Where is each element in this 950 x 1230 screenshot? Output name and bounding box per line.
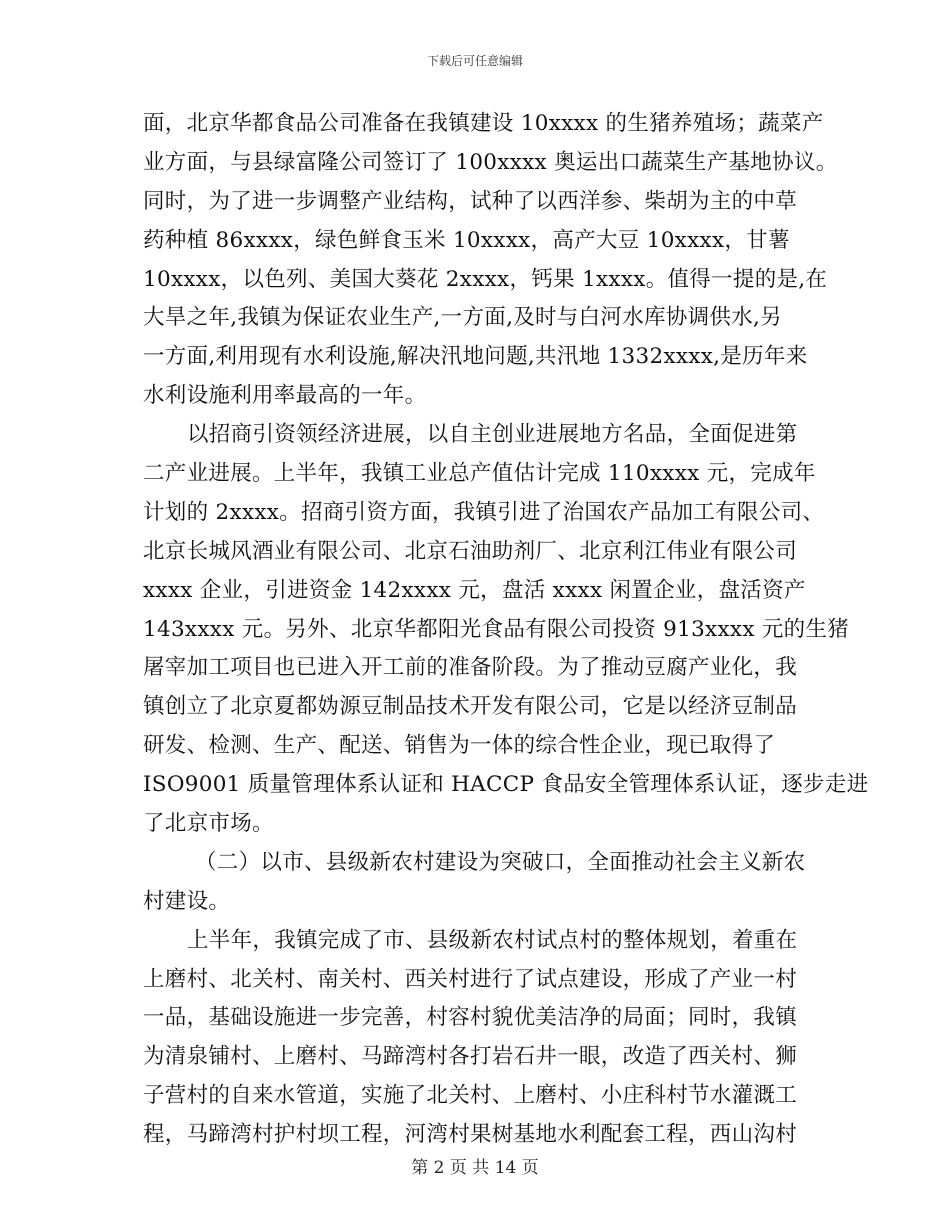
text-line: 一品，基础设施进一步完善，村容村貌优美洁净的局面；同时，我镇 — [143, 1005, 798, 1031]
text-line: 一方面,利用现有水利设施,解决汛地问题,共汛地 1332xxxx,是历年来 — [143, 344, 808, 370]
text-line: 水利设施利用率最高的一年。 — [143, 383, 427, 409]
text-line: 二产业进展。上半年，我镇工业总产值估计完成 110xxxx 元，完成年 — [143, 461, 816, 487]
text-line: 为清泉铺村、上磨村、马蹄湾村各打岩石井一眼，改造了西关村、狮 — [143, 1044, 798, 1070]
text-line: 业方面，与县绿富隆公司签订了 100xxxx 奥运出口蔬菜生产基地协议。 — [143, 149, 838, 175]
text-line: 同时，为了进一步调整产业结构，试种了以西洋参、柴胡为主的中草 — [143, 188, 798, 214]
text-line: 研发、检测、生产、配送、销售为一体的综合性企业，现已取得了 — [143, 733, 776, 759]
text-line: 143xxxx 元。另外、北京华都阳光食品有限公司投资 913xxxx 元的生猪 — [143, 616, 850, 642]
text-line: 屠宰加工项目也已进入开工前的准备阶段。为了推动豆腐产业化，我 — [143, 655, 798, 681]
document-body — [143, 105, 869, 1155]
paragraph-first-line: 上半年，我镇完成了市、县级新农村试点村的整体规划，着重在 — [187, 927, 798, 953]
text-line: 面，北京华都食品公司准备在我镇建设 10xxxx 的生猪养殖场；蔬菜产 — [143, 111, 824, 136]
text-line: 10xxxx，以色列、美国大葵花 2xxxx，钙果 1xxxx。值得一提的是,在 — [143, 266, 828, 292]
text-line: 程，马蹄湾村护村坝工程，河湾村果树基地水利配套工程，西山沟村 — [143, 1122, 798, 1148]
text-line: 子营村的自来水管道，实施了北关村、上磨村、小庄科村节水灌溉工 — [143, 1083, 798, 1109]
text-line: 镇创立了北京夏都妫源豆制品技术开发有限公司，它是以经济豆制品 — [143, 694, 798, 720]
page-header: 下载后可任意编辑 — [426, 54, 523, 68]
text-line: 药种植 86xxxx，绿色鲜食玉米 10xxxx，高产大豆 10xxxx，甘薯 — [143, 227, 790, 253]
text-line: 了北京市场。 — [143, 811, 274, 837]
text-line: ISO9001 质量管理体系认证和 HACCP 食品安全管理体系认证，逐步走进 — [143, 772, 869, 798]
section-heading-continuation: 村建设。 — [143, 888, 231, 914]
page-number-footer: 第 2 页 共 14 页 — [411, 1158, 539, 1178]
text-line: xxxx 企业，引进资金 142xxxx 元，盘活 xxxx 闲置企业，盘活资产 — [143, 577, 806, 603]
text-line: 计划的 2xxxx。招商引资方面，我镇引进了治国农产品加工有限公司、 — [143, 499, 825, 525]
paragraph-first-line: 以招商引资领经济进展，以自主创业进展地方名品，全面促进第 — [187, 422, 798, 448]
section-heading: （二）以市、县级新农村建设为突破口，全面推动社会主义新农 — [195, 849, 806, 875]
text-line: 大旱之年,我镇为保证农业生产,一方面,及时与白河水库协调供水,另 — [143, 305, 782, 331]
text-line: 上磨村、北关村、南关村、西关村进行了试点建设，形成了产业一村 — [143, 966, 798, 992]
text-line: 北京长城风酒业有限公司、北京石油助剂厂、北京利江伟业有限公司 — [143, 538, 798, 564]
